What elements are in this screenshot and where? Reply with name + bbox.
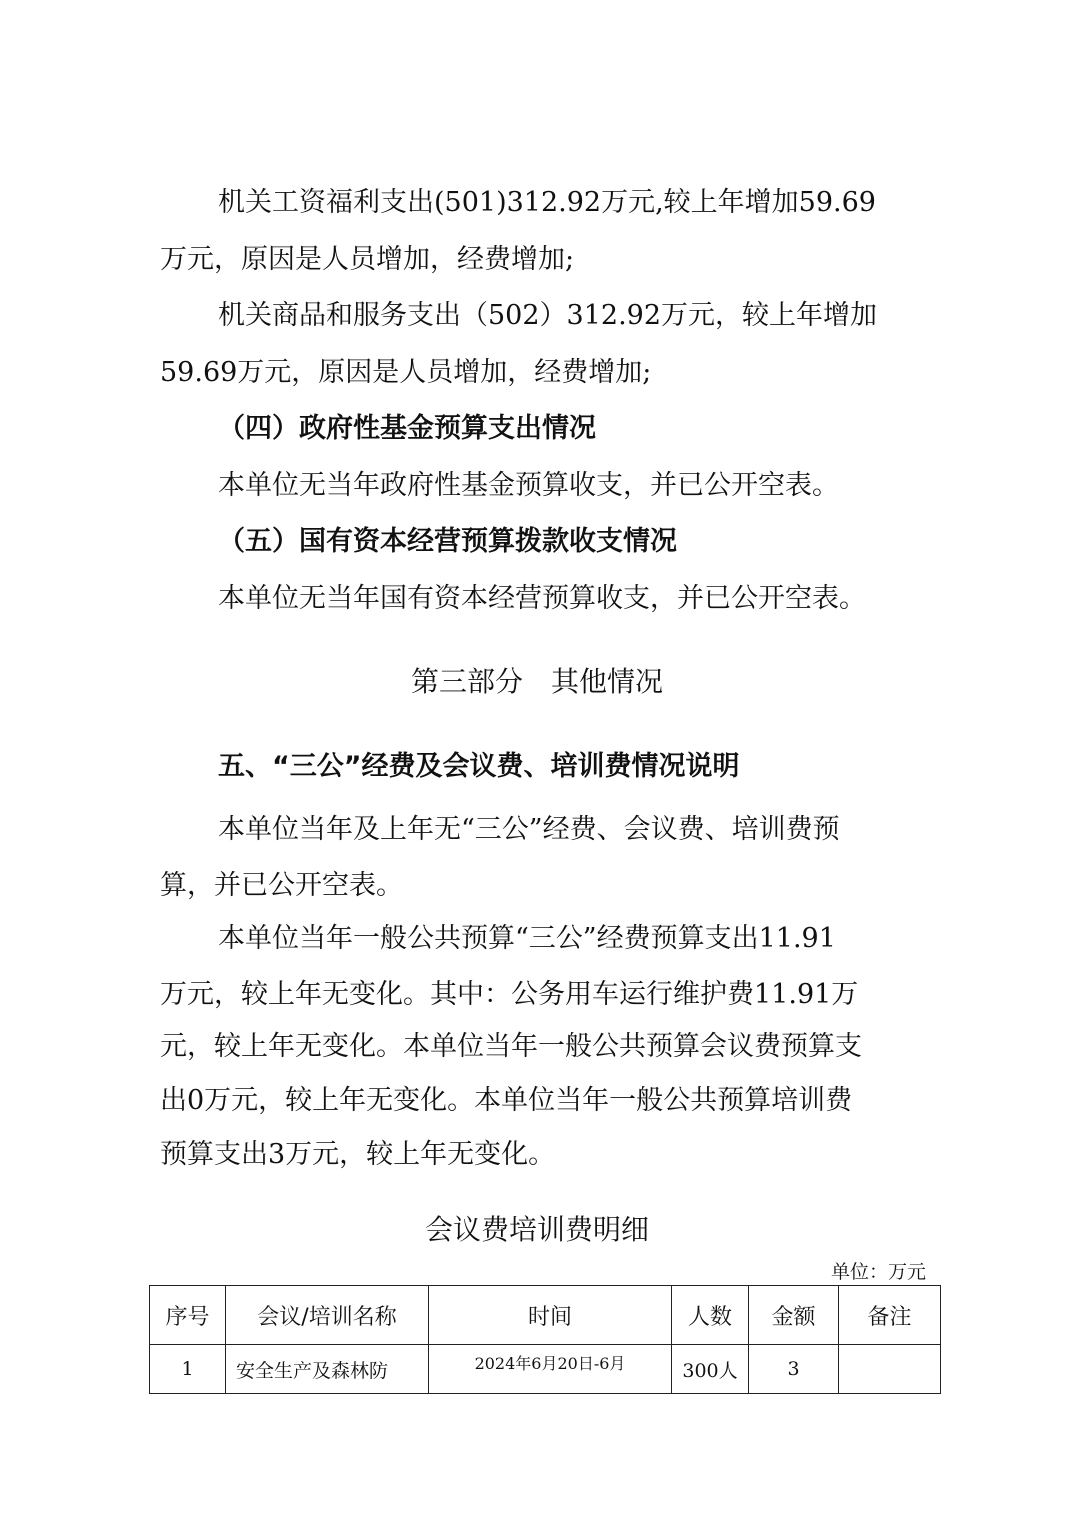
item5-p2-line4: 出0万元，较上年无变化。本单位当年一般公共预算培训费 bbox=[160, 1085, 853, 1116]
header-note: 备注 bbox=[839, 1286, 941, 1345]
header-amount: 金额 bbox=[749, 1286, 839, 1345]
cell-time: 2024年6月20日-6月 bbox=[429, 1345, 672, 1394]
cell-no: 1 bbox=[150, 1345, 226, 1394]
paragraph-services-line1: 机关商品和服务支出（502）312.92万元，较上年增加 bbox=[218, 300, 878, 331]
cell-amount: 3 bbox=[749, 1345, 839, 1394]
table-header-row bbox=[150, 1286, 941, 1345]
paragraph-wages-line2: 万元，原因是人员增加，经费增加; bbox=[160, 244, 575, 275]
header-time: 时间 bbox=[429, 1286, 672, 1345]
section5-text: 本单位无当年国有资本经营预算收支，并已公开空表。 bbox=[218, 583, 866, 614]
header-people: 人数 bbox=[672, 1286, 749, 1345]
item5-p2-line5: 预算支出3万元，较上年无变化。 bbox=[160, 1139, 556, 1170]
cell-people: 300人 bbox=[672, 1345, 749, 1394]
section4-text: 本单位无当年政府性基金预算收支，并已公开空表。 bbox=[218, 470, 839, 501]
table-unit: 单位：万元 bbox=[830, 1261, 926, 1283]
table-title: 会议费培训费明细 bbox=[424, 1213, 649, 1246]
section4-title: （四）政府性基金预算支出情况 bbox=[218, 413, 596, 444]
part3-title: 第三部分 其他情况 bbox=[410, 665, 663, 698]
item5-p2-line2: 万元，较上年无变化。其中：公务用车运行维护费11.91万 bbox=[160, 979, 859, 1010]
item5-title: 五、“三公”经费及会议费、培训费情况说明 bbox=[218, 751, 740, 782]
paragraph-wages-line1: 机关工资福利支出(501)312.92万元,较上年增加59.69 bbox=[218, 187, 876, 218]
cell-note bbox=[839, 1345, 941, 1394]
item5-p1-line1: 本单位当年及上年无“三公”经费、会议费、培训费预 bbox=[218, 814, 840, 845]
paragraph-services-line2: 59.69万元，原因是人员增加，经费增加; bbox=[160, 357, 652, 388]
expense-detail-table bbox=[149, 1285, 941, 1394]
item5-p2-line1: 本单位当年一般公共预算“三公”经费预算支出11.91 bbox=[218, 923, 836, 954]
cell-name: 安全生产及森林防 bbox=[226, 1345, 429, 1394]
item5-p2-line3: 元，较上年无变化。本单位当年一般公共预算会议费预算支 bbox=[160, 1031, 862, 1062]
item5-p1-line2: 算，并已公开空表。 bbox=[160, 870, 403, 901]
header-no: 序号 bbox=[150, 1286, 226, 1345]
table-row bbox=[150, 1345, 941, 1394]
header-name: 会议/培训名称 bbox=[226, 1286, 429, 1345]
section5-title: （五）国有资本经营预算拨款收支情况 bbox=[218, 526, 677, 557]
